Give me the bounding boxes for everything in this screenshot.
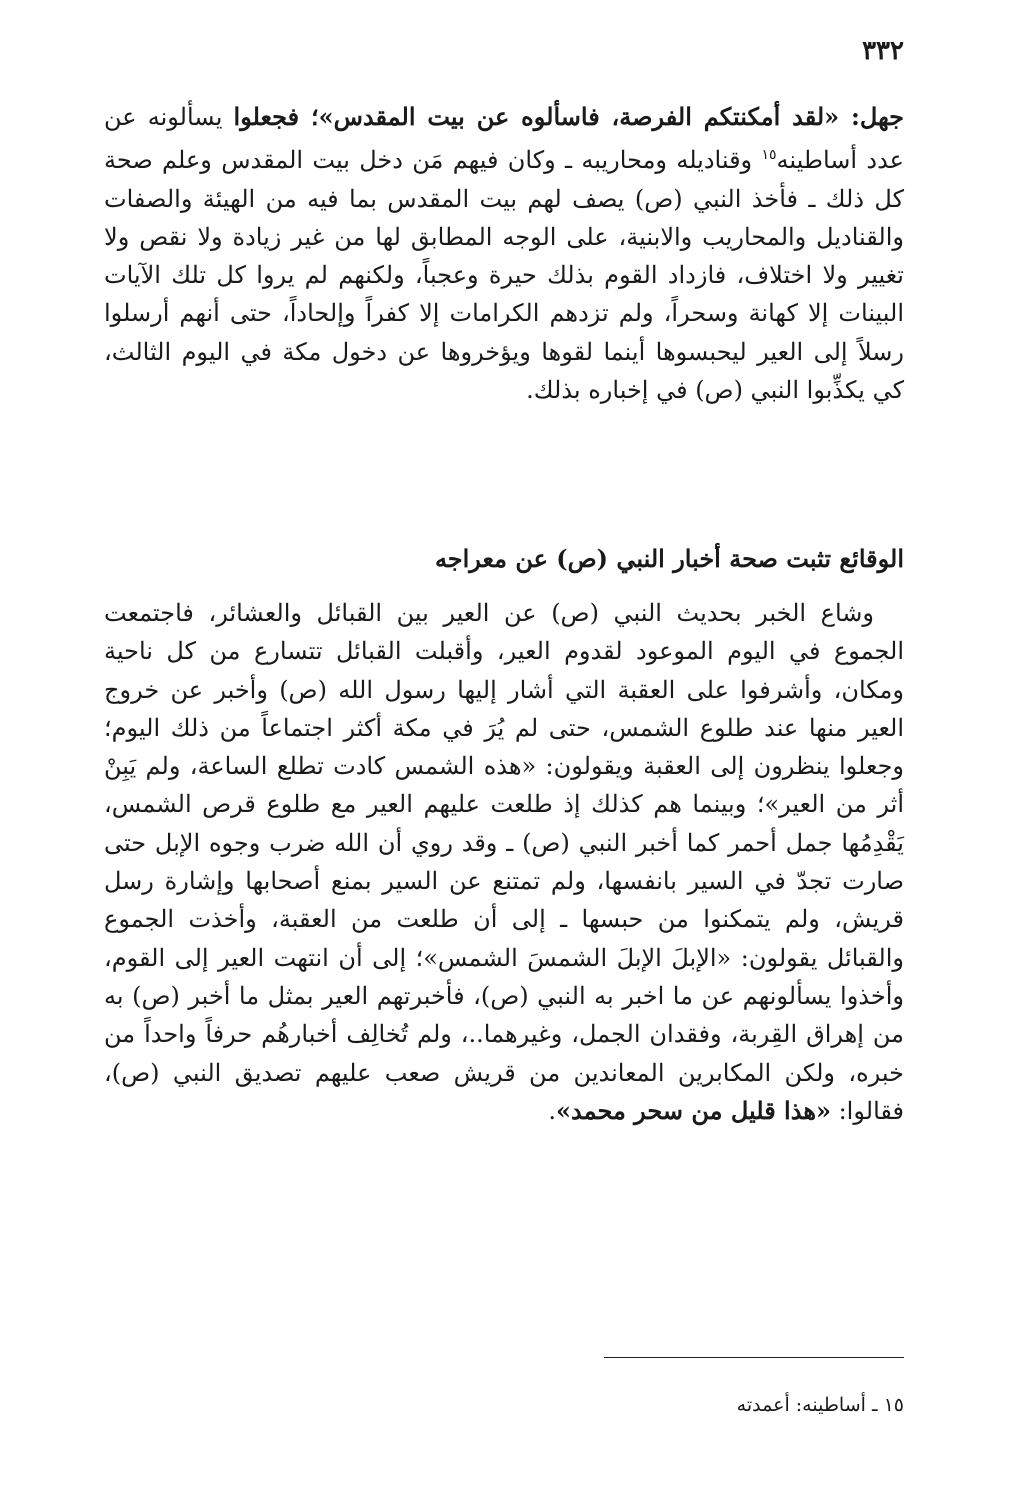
paragraph-ending: . bbox=[548, 1096, 556, 1125]
paragraph-text: وشاع الخبر بحديث النبي (ص) عن العير بين القبائل والعشائر، فاجتمعت الجموع في اليوم الموعود لقدوم العير، وأقبلت القبائل تتسارع من كل ناحية ومكان، وأشرفوا على العقبة التي أشار إليها رسول الله (ص) وأخبر عن خروج العير منها عند طلوع الشمس، حتى لم يُرَ في مكة أكثر اجتماعاً من ذلك اليوم؛ وجعلوا ينظرون إلى العقبة ويقولون: «هذه الشمس كادت تطلع الساعة، ولم يَبِنْ أثر من العير»؛ وبينما هم كذلك إذ طلعت عليهم العير مع طلوع قرص الشمس، يَقْدِمُها جمل أحمر كما أخبر النبي (ص) ـ وقد روي أن الله ضرب وجوه الإبل حتى صارت تجدّ في السير بانفسها، ولم تمتنع عن السير بمنع أصحابها وإشارة رسل قريش، ولم يتمكنوا من حبسها ـ إلى أن طلعت من العقبة، وأخذت الجموع والقبائل يقولون: «الإبلَ الإبلَ الشمسَ الشمس»؛ إلى أن انتهت العير إلى القوم، وأخذوا يسألونهم عن ما اخبر به النبي (ص)، فأخبرتهم العير بمثل ما أخبر (ص) به من إهراق القِربة، وفقدان الجمل، وغيرهما..، ولم تُخالِف أخبارهُم حرفاً واحداً من خبره، ولكن المكابرين المعاندين من قريش صعب عليهم تصديق النبي (ص)، فقالوا: bbox=[104, 599, 905, 1125]
section-heading: الوقائع تثبت صحة أخبار النبي (ص) عن معراجه bbox=[434, 544, 904, 573]
paragraph-main bbox=[104, 594, 904, 1130]
opening-bold-text: جهل: «لقد أمكنتكم الفرصة، فاسألوه عن بيت المقدس»؛ فجعلوا bbox=[233, 102, 904, 131]
paragraph-text: وقناديله ومحاريبه ـ وكان فيهم مَن دخل بيت المقدس وعلم صحة كل ذلك ـ فأخذ النبي (ص) يصف لهم بيت المقدس بما فيه من الهيئة والصفات والقناديل والمحاريب والابنية، على الوجه المطابق لها من غير زيادة ولا نقص ولا تغيير ولا اختلاف، فازداد القوم بذلك حيرة وعجباً، ولكنهم لم يروا كل تلك الآيات البينات إلا كهانة وسحراً، ولم تزدهم الكرامات إلا كفراً وإلحاداً، حتى أنهم أرسلوا رسلاً إلى العير ليحبسوها أينما لقوها ويؤخروها عن دخول مكة في اليوم الثالث، كي يكذِّبوا النبي (ص) في إخباره بذلك. bbox=[104, 146, 904, 405]
paragraph-text: يسألونه عن عدد أساطينه bbox=[104, 103, 904, 175]
paragraph-opening bbox=[104, 98, 904, 409]
closing-quote-bold: «هذا قليل من سحر محمد» bbox=[556, 1095, 831, 1125]
footnote-divider bbox=[604, 1357, 904, 1358]
book-page bbox=[104, 0, 904, 1490]
page-number: ٣٣٢ bbox=[862, 36, 904, 66]
footnote-text: ١٥ ـ أساطينه: أعمدته bbox=[736, 1394, 904, 1416]
footnote-reference[interactable]: ١٥ bbox=[761, 147, 777, 164]
